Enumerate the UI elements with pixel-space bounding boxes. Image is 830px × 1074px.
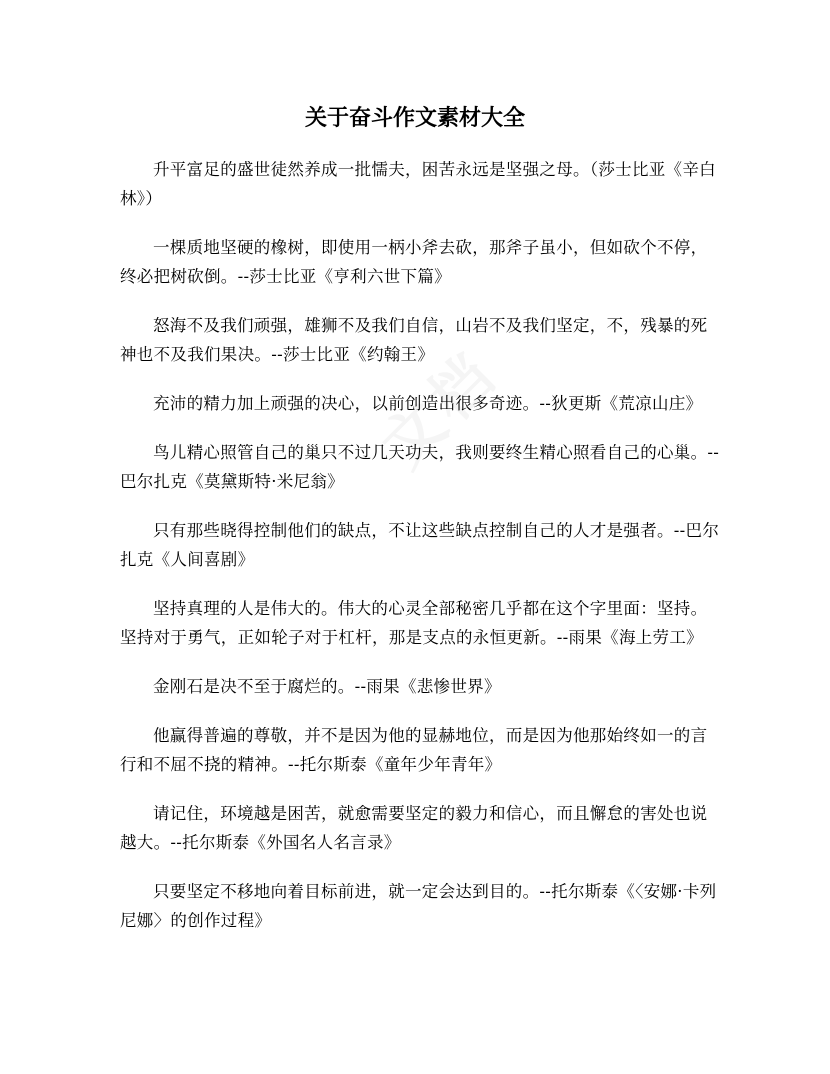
paragraph-2: 一棵质地坚硬的橡树，即使用一柄小斧去砍，那斧子虽小，但如砍个不停，终必把树砍倒。--莎士比亚《亨利六世下篇》 — [120, 238, 708, 286]
document-body — [120, 155, 720, 955]
paragraph-6: 只有那些晓得控制他们的缺点，不让这些缺点控制自己的人才是强者。--巴尔扎克《人间喜剧》 — [120, 521, 720, 569]
paragraph-11: 只要坚定不移地向着目标前进，就一定会达到目的。--托尔斯泰《〈安娜·卡列尼娜〉的创作过程》 — [120, 882, 717, 930]
paragraph-10: 请记住，环境越是困苦，就愈需要坚定的毅力和信心，而且懈怠的害处也说越大。--托尔斯泰《外国名人名言录》 — [120, 804, 708, 852]
paragraph-4: 充沛的精力加上顽强的决心，以前创造出很多奇迹。--狄更斯《荒凉山庄》 — [153, 394, 703, 413]
page-title: 关于奋斗作文素材大全 — [304, 106, 525, 131]
paragraph-7: 坚持真理的人是伟大的。伟大的心灵全部秘密几乎都在这个字里面：坚持。坚持对于勇气，正如轮子对于杠杆，那是支点的永恒更新。--雨果《海上劳工》 — [120, 599, 708, 647]
paragraph-5: 鸟儿精心照管自己的巢只不过几天功夫，我则要终生精心照看自己的心巢。--巴尔扎克《莫黛斯特·米尼翁》 — [120, 443, 720, 491]
paragraph-1: 升平富足的盛世徒然养成一批懦夫，困苦永远是坚强之母。（莎士比亚《辛白林》） — [120, 160, 716, 208]
paragraph-8: 金刚石是决不至于腐烂的。--雨果《悲惨世界》 — [153, 677, 501, 696]
paragraph-3: 怒海不及我们顽强，雄狮不及我们自信，山岩不及我们坚定，不，残暴的死神也不及我们果决。--莎士比亚《约翰王》 — [120, 316, 708, 364]
paragraph-9: 他赢得普遍的尊敬，并不是因为他的显赫地位，而是因为他那始终如一的言行和不屈不挠的精神。--托尔斯泰《童年少年青年》 — [120, 726, 708, 774]
